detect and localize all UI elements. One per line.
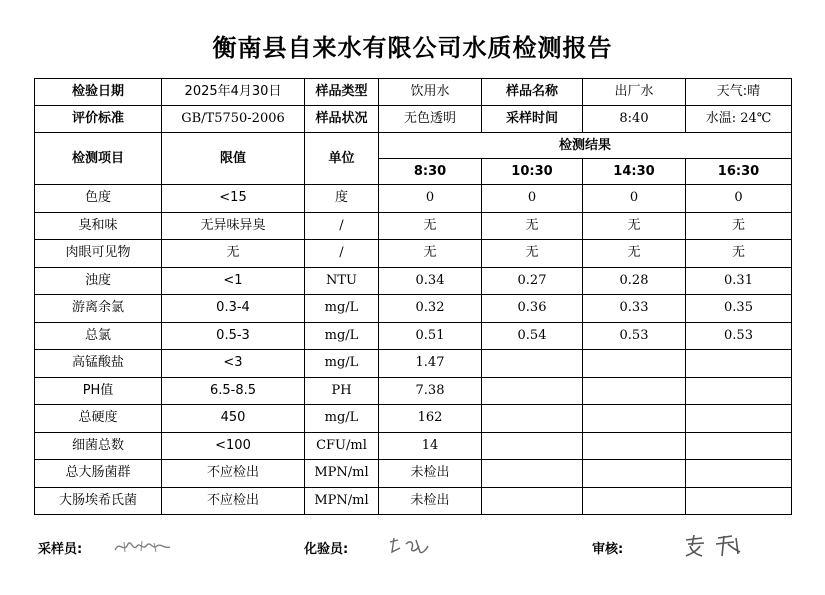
item-cell: 总大肠菌群: [35, 460, 162, 488]
item-cell: 肉眼可见物: [35, 240, 162, 268]
info-label: 样品状况: [305, 106, 379, 133]
header-results: 检测结果: [379, 133, 792, 159]
info-row-1: [35, 79, 792, 106]
table-row: [35, 350, 792, 378]
result-cell: [583, 350, 686, 378]
table-row: [35, 405, 792, 433]
table-row: [35, 460, 792, 488]
unit-cell: mg/L: [305, 295, 379, 323]
result-cell: 0.34: [379, 267, 482, 295]
result-cell: 0.35: [686, 295, 792, 323]
result-cell: 14: [379, 432, 482, 460]
result-cell: 无: [583, 212, 686, 240]
limit-cell: <3: [162, 350, 305, 378]
item-cell: 高锰酸盐: [35, 350, 162, 378]
info-label: 评价标准: [35, 106, 162, 133]
result-cell: 0.33: [583, 295, 686, 323]
item-cell: 总氯: [35, 322, 162, 350]
result-cell: [583, 432, 686, 460]
header-time: 8:30: [379, 159, 482, 185]
result-cell: 0.51: [379, 322, 482, 350]
report-title: 衡南县自来水有限公司水质检测报告: [212, 33, 613, 62]
item-cell: 游离余氯: [35, 295, 162, 323]
unit-cell: MPN/ml: [305, 460, 379, 488]
info-value: 8:40: [583, 106, 686, 133]
info-label: 采样时间: [482, 106, 583, 133]
tester-label: 化验员:: [304, 542, 349, 557]
result-cell: 未检出: [379, 460, 482, 488]
item-cell: 色度: [35, 185, 162, 213]
info-row-2: [35, 106, 792, 133]
result-cell: 0: [583, 185, 686, 213]
result-cell: 0: [686, 185, 792, 213]
result-cell: 7.38: [379, 377, 482, 405]
unit-cell: mg/L: [305, 405, 379, 433]
reviewer-label: 审核:: [592, 542, 624, 557]
result-cell: 162: [379, 405, 482, 433]
limit-cell: 450: [162, 405, 305, 433]
limit-cell: 不应检出: [162, 460, 305, 488]
info-value: GB/T5750-2006: [162, 106, 305, 133]
limit-cell: <1: [162, 267, 305, 295]
unit-cell: /: [305, 212, 379, 240]
limit-cell: 0.3-4: [162, 295, 305, 323]
table-row: [35, 432, 792, 460]
header-unit: 单位: [305, 133, 379, 185]
result-cell: 0: [379, 185, 482, 213]
result-cell: 无: [482, 212, 583, 240]
item-cell: 臭和味: [35, 212, 162, 240]
water-temperature: 水温: 24℃: [686, 106, 792, 133]
result-cell: 0.27: [482, 267, 583, 295]
reviewer-signature: [680, 532, 750, 560]
result-cell: 0.28: [583, 267, 686, 295]
result-cell: [686, 350, 792, 378]
result-cell: [583, 377, 686, 405]
result-cell: 无: [482, 240, 583, 268]
item-cell: 大肠埃希氏菌: [35, 487, 162, 515]
limit-cell: <100: [162, 432, 305, 460]
result-cell: 1.47: [379, 350, 482, 378]
sampler-label: 采样员:: [38, 542, 83, 557]
item-cell: PH值: [35, 377, 162, 405]
unit-cell: NTU: [305, 267, 379, 295]
unit-cell: /: [305, 240, 379, 268]
info-value: 无色透明: [379, 106, 482, 133]
table-row: [35, 212, 792, 240]
table-row: [35, 240, 792, 268]
header-item: 检测项目: [35, 133, 162, 185]
result-cell: [686, 432, 792, 460]
unit-cell: CFU/ml: [305, 432, 379, 460]
result-cell: [583, 405, 686, 433]
result-cell: [482, 460, 583, 488]
header-time: 14:30: [583, 159, 686, 185]
result-cell: [686, 405, 792, 433]
result-cell: [686, 487, 792, 515]
item-cell: 细菌总数: [35, 432, 162, 460]
result-cell: 未检出: [379, 487, 482, 515]
sampler-signature: [112, 536, 174, 558]
limit-cell: 不应检出: [162, 487, 305, 515]
result-cell: [482, 405, 583, 433]
info-label: 检验日期: [35, 79, 162, 106]
result-cell: 0.36: [482, 295, 583, 323]
result-cell: 无: [379, 212, 482, 240]
table-row: [35, 487, 792, 515]
item-cell: 总硬度: [35, 405, 162, 433]
limit-cell: 无: [162, 240, 305, 268]
info-value: 2025年4月30日: [162, 79, 305, 106]
info-label: 样品类型: [305, 79, 379, 106]
result-cell: 无: [686, 240, 792, 268]
result-cell: 无: [379, 240, 482, 268]
header-row: [35, 133, 792, 159]
info-value: 饮用水: [379, 79, 482, 106]
info-value: 出厂水: [583, 79, 686, 106]
water-quality-table: [34, 78, 792, 515]
item-cell: 浊度: [35, 267, 162, 295]
info-label: 样品名称: [482, 79, 583, 106]
header-time: 10:30: [482, 159, 583, 185]
table-row: [35, 267, 792, 295]
limit-cell: 6.5-8.5: [162, 377, 305, 405]
unit-cell: mg/L: [305, 322, 379, 350]
table-row: [35, 185, 792, 213]
tester-signature: [386, 534, 436, 558]
limit-cell: 0.5-3: [162, 322, 305, 350]
result-cell: [686, 377, 792, 405]
unit-cell: PH: [305, 377, 379, 405]
limit-cell: <15: [162, 185, 305, 213]
result-cell: [482, 432, 583, 460]
result-cell: 0: [482, 185, 583, 213]
result-cell: [482, 377, 583, 405]
unit-cell: 度: [305, 185, 379, 213]
result-cell: 0.31: [686, 267, 792, 295]
result-cell: 0.53: [686, 322, 792, 350]
unit-cell: mg/L: [305, 350, 379, 378]
limit-cell: 无异味异臭: [162, 212, 305, 240]
result-cell: 0.53: [583, 322, 686, 350]
result-cell: 0.32: [379, 295, 482, 323]
result-cell: [583, 460, 686, 488]
result-cell: 无: [686, 212, 792, 240]
table-row: [35, 295, 792, 323]
result-cell: [482, 487, 583, 515]
table-row: [35, 322, 792, 350]
header-time: 16:30: [686, 159, 792, 185]
header-limit: 限值: [162, 133, 305, 185]
unit-cell: MPN/ml: [305, 487, 379, 515]
result-cell: [583, 487, 686, 515]
result-cell: [482, 350, 583, 378]
weather: 天气:晴: [686, 79, 792, 106]
result-cell: [686, 460, 792, 488]
result-cell: 0.54: [482, 322, 583, 350]
result-cell: 无: [583, 240, 686, 268]
table-row: [35, 377, 792, 405]
